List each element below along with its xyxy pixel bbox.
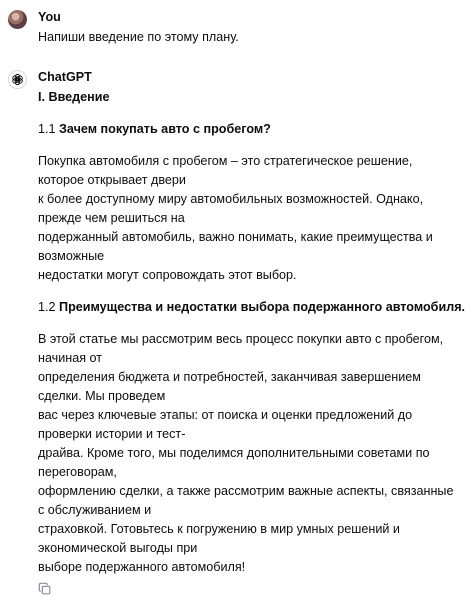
section-number: 1.2 — [38, 300, 56, 314]
paragraph-line: к более доступному миру автомобильных возможностей. Однако, прежде чем решиться на — [38, 192, 424, 225]
paragraph-line: Покупка автомобиля с пробегом – это стратегическое решение, которое открывает двери — [38, 154, 413, 187]
section-heading-1-2 — [38, 298, 466, 317]
assistant-message-content — [38, 68, 466, 596]
section-heading-1-1 — [38, 120, 466, 139]
section-heading-text: Зачем покупать авто с пробегом? — [59, 122, 271, 136]
user-avatar — [8, 10, 27, 29]
paragraph-line: недостатки могут сопровождать этот выбор. — [38, 268, 297, 282]
paragraph-line: вас через ключевые этапы: от поиска и оценки предложений до проверки истории и тест- — [38, 408, 413, 441]
intro-title: I. Введение — [38, 90, 110, 104]
paragraph-line: оформлению сделки, а также рассмотрим важные аспекты, связанные с обслуживанием и — [38, 484, 454, 517]
paragraph-line: выборе подержанного автомобиля! — [38, 560, 246, 574]
chatgpt-logo-icon — [8, 70, 27, 89]
section-paragraph-1-1 — [38, 152, 466, 285]
openai-logo-icon — [11, 73, 24, 86]
user-message-content — [38, 8, 466, 47]
user-name: You — [38, 10, 61, 24]
assistant-message — [8, 68, 466, 596]
paragraph-line: драйва. Кроме того, мы поделимся дополнительными советами по переговорам, — [38, 446, 430, 479]
paragraph-line: страховкой. Готовьтесь к погружению в мир умных решений и экономической выгоды при — [38, 522, 400, 555]
paragraph-line: определения бюджета и потребностей, заканчивая завершением сделки. Мы проведем — [38, 370, 421, 403]
user-message — [8, 8, 466, 47]
section-heading-text: Преимущества и недостатки выбора подержанного автомобиля. — [59, 300, 466, 314]
paragraph-line: подержанный автомобиль, важно понимать, какие преимущества и возможные — [38, 230, 433, 263]
copy-icon[interactable] — [38, 582, 52, 596]
assistant-name: ChatGPT — [38, 70, 92, 84]
section-number: 1.1 — [38, 122, 56, 136]
section-paragraph-1-2 — [38, 330, 466, 577]
paragraph-line: В этой статье мы рассмотрим весь процесс покупки авто с пробегом, начиная от — [38, 332, 444, 365]
user-message-text: Напиши введение по этому плану. — [38, 30, 239, 44]
